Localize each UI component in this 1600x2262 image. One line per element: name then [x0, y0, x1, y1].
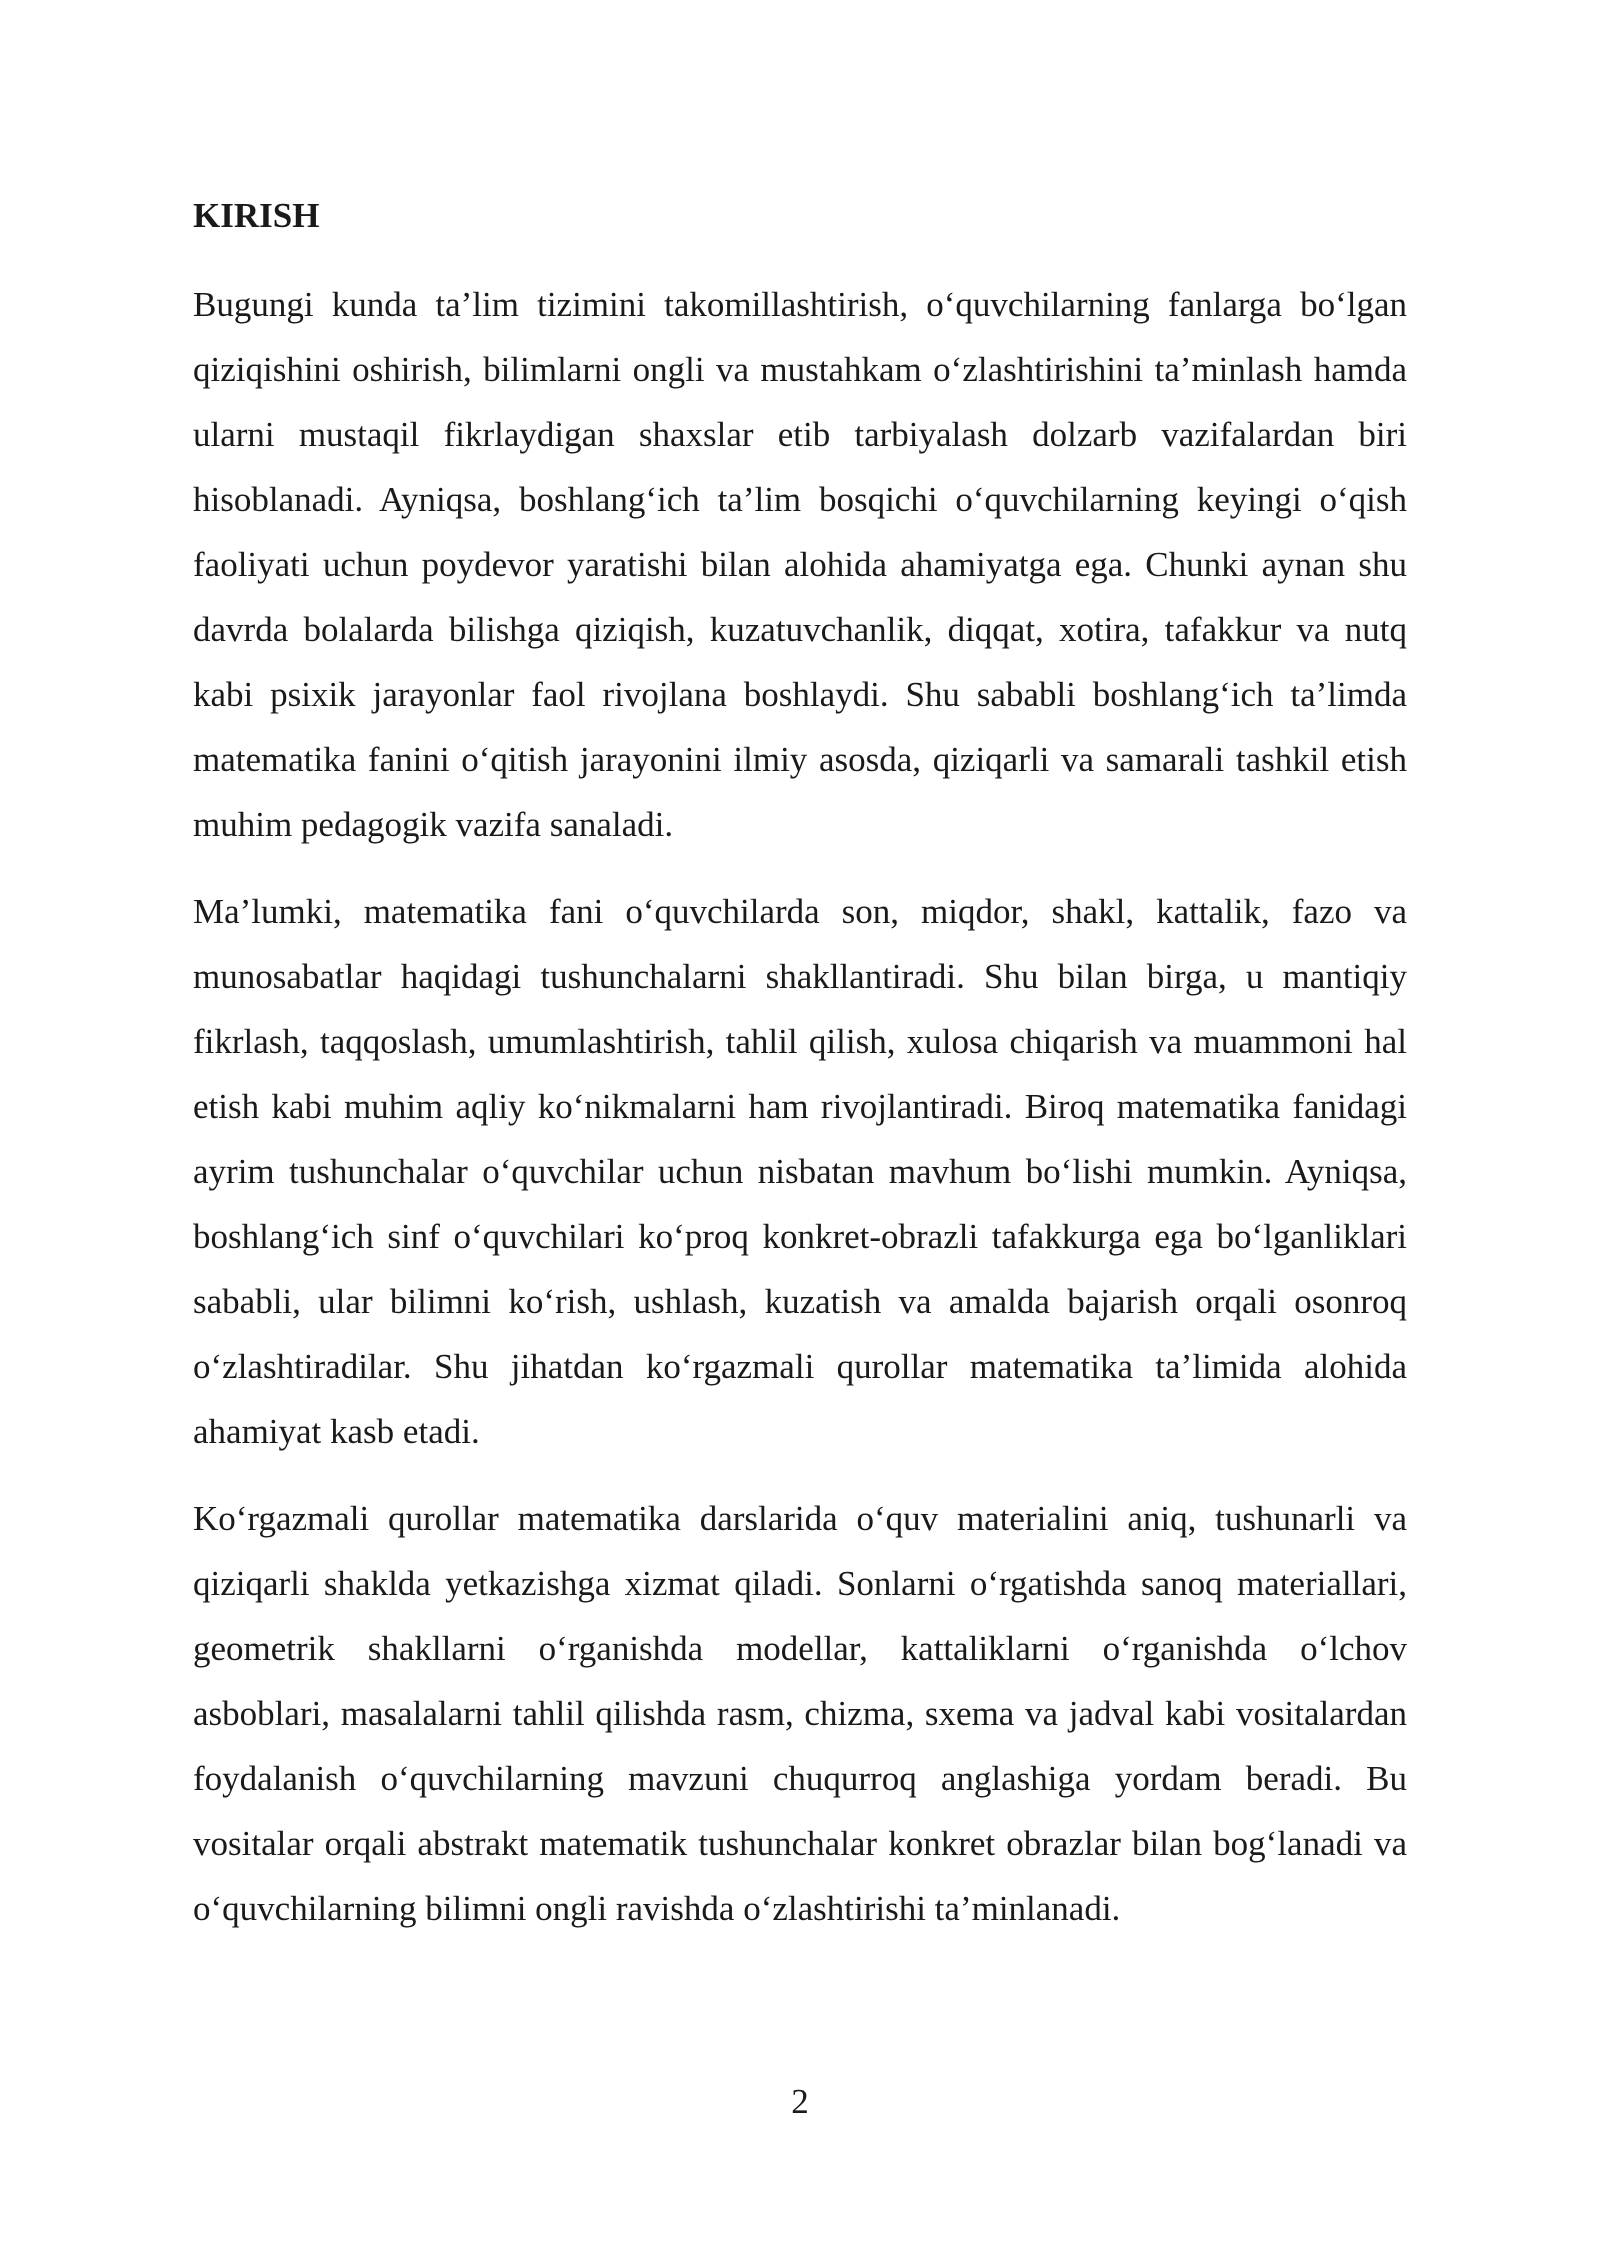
section-heading: KIRISH [193, 196, 320, 235]
paragraph-3: Ko‘rgazmali qurollar matematika darslarida o‘quv materialini aniq, tushunarli va qiziqarli shaklda yetkazishga xizmat qiladi. Sonlarni o‘rgatishda sanoq materiallari, geometrik shakllarni o‘rganishda modellar, kattaliklarni o‘rganishda o‘lchov asboblari, masalalarni tahlil qilishda rasm, chizma, sxema va jadval kabi vositalardan foydalanish o‘quvchilarning mavzuni chuqurroq anglashiga yordam beradi. Bu vositalar orqali abstrakt matematik tushunchalar konkret obrazlar bilan bog‘lanadi va o‘quvchilarning bilimni ongli ravishda o‘zlashtirishi ta’minlanadi. [193, 1499, 1407, 1928]
paragraph-1: Bugungi kunda ta’lim tizimini takomillashtirish, o‘quvchilarning fanlarga bo‘lgan qiziqishini oshirish, bilimlarni ongli va mustahkam o‘zlashtirishini ta’minlash hamda ularni mustaqil fikrlaydigan shaxslar etib tarbiyalash dolzarb vazifalardan biri hisoblanadi. Ayniqsa, boshlang‘ich ta’lim bosqichi o‘quvchilarning keyingi o‘qish faoliyati uchun poydevor yaratishi bilan alohida ahamiyatga ega. Chunki aynan shu davrda bolalarda bilishga qiziqish, kuzatuvchanlik, diqqat, xotira, tafakkur va nutq kabi psixik jarayonlar faol rivojlana boshlaydi. Shu sababli boshlang‘ich ta’limda matematika fanini o‘qitish jarayonini ilmiy asosda, qiziqarli va samarali tashkil etish muhim pedagogik vazifa sanaladi. [193, 285, 1407, 844]
paragraph-2: Ma’lumki, matematika fani o‘quvchilarda son, miqdor, shakl, kattalik, fazo va munosabatlar haqidagi tushunchalarni shakllantiradi. Shu bilan birga, u mantiqiy fikrlash, taqqoslash, umumlashtirish, tahlil qilish, xulosa chiqarish va muammoni hal etish kabi muhim aqliy ko‘nikmalarni ham rivojlantiradi. Biroq matematika fanidagi ayrim tushunchalar o‘quvchilar uchun nisbatan mavhum bo‘lishi mumkin. Ayniqsa, boshlang‘ich sinf o‘quvchilari ko‘proq konkret-obrazli tafakkurga ega bo‘lganliklari sababli, ular bilimni ko‘rish, ushlash, kuzatish va amalda bajarish orqali osonroq o‘zlashtiradilar. Shu jihatdan ko‘rgazmali qurollar matematika ta’limida alohida ahamiyat kasb etadi. [193, 892, 1407, 1451]
page-number: 2 [791, 2082, 809, 2121]
page-content [193, 190, 1407, 1963]
